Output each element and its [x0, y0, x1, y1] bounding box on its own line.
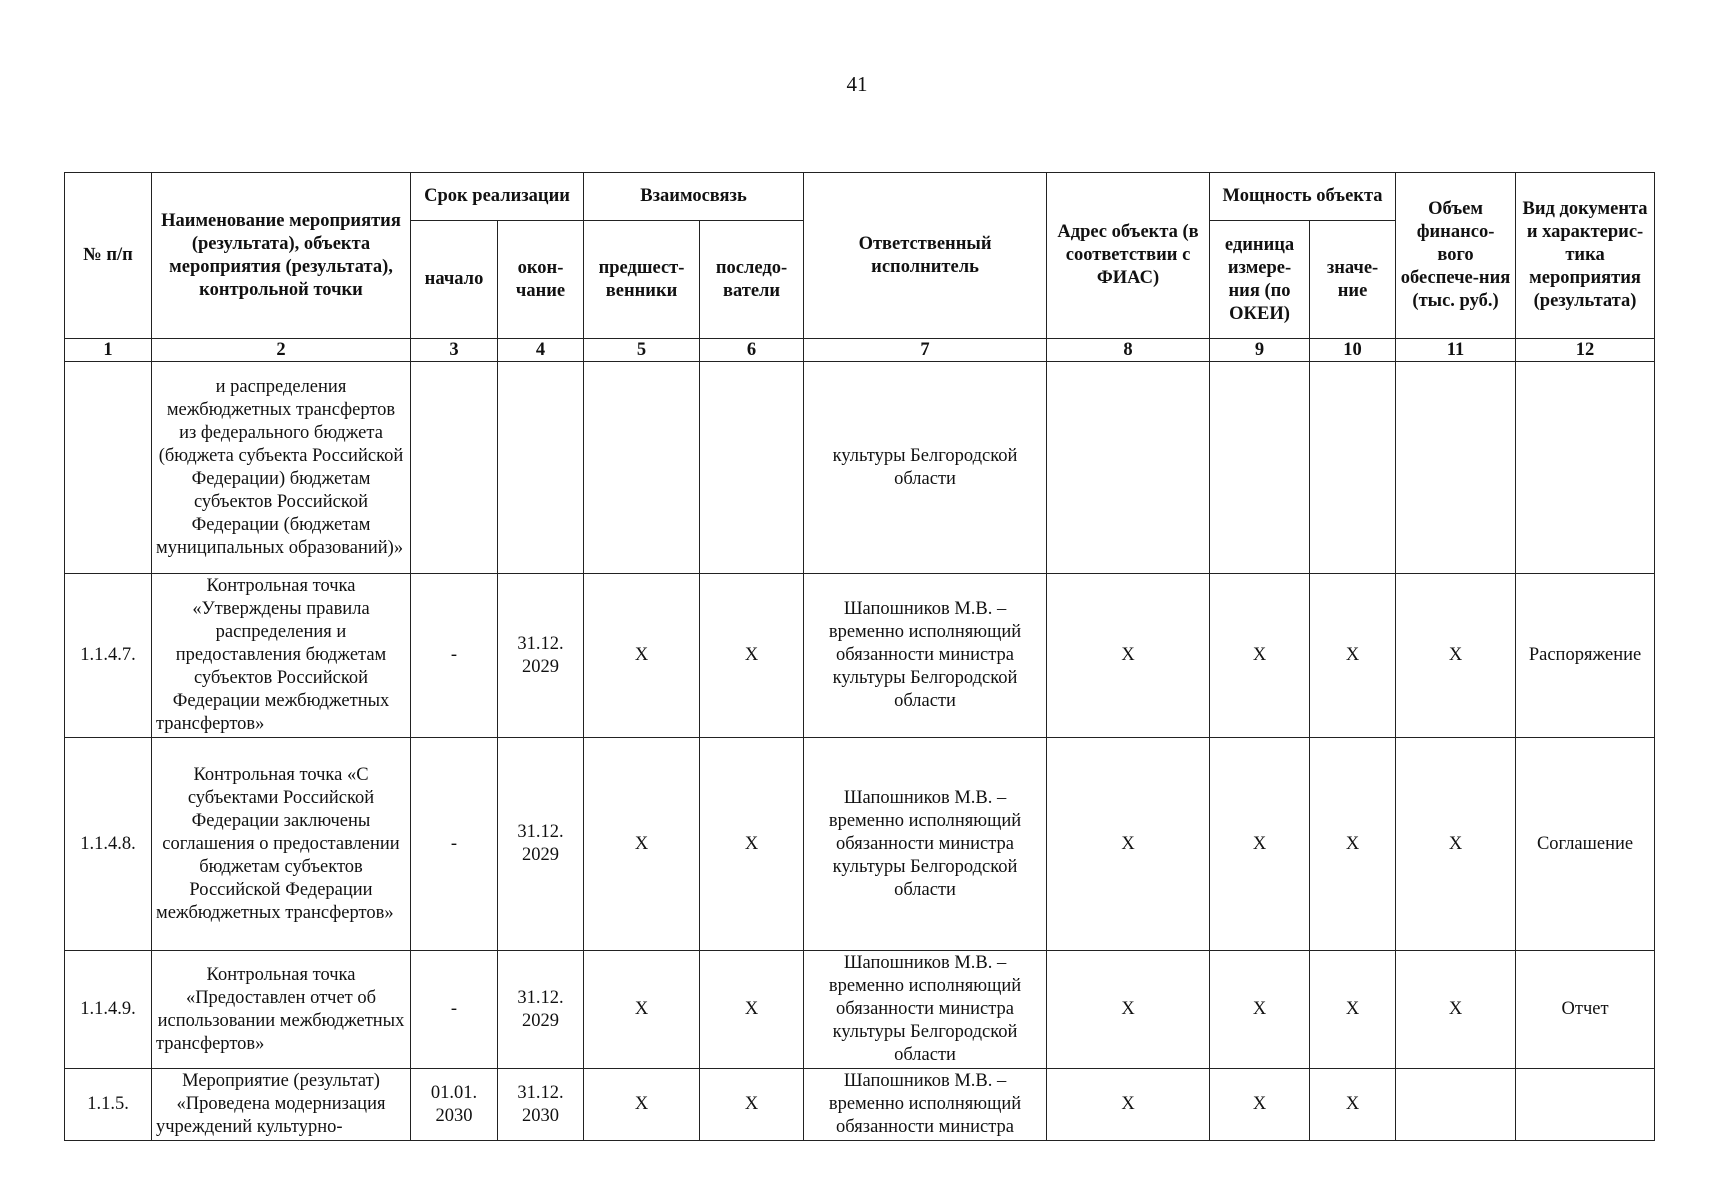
- row-name: Мероприятие (результат) «Проведена модернизация учреждений культурно-: [152, 1069, 411, 1141]
- row-responsible: Шапошников М.В. – временно исполняющий обязанности министра: [804, 1069, 1047, 1141]
- header-responsible: Ответственный исполнитель: [804, 173, 1047, 339]
- row-unit: X: [1210, 574, 1310, 738]
- header-capacity: Мощность объекта: [1210, 173, 1396, 221]
- row-next: X: [700, 951, 804, 1069]
- header-row-top: [65, 173, 1655, 221]
- row-prev: X: [584, 951, 700, 1069]
- row-next: X: [700, 1069, 804, 1141]
- row-value: X: [1310, 738, 1396, 951]
- table-row: [65, 738, 1655, 951]
- row-prev: [584, 362, 700, 574]
- row-number: 1.1.4.7.: [65, 574, 152, 738]
- column-number: 7: [804, 339, 1047, 362]
- row-funding: X: [1396, 574, 1516, 738]
- column-number-row: [65, 339, 1655, 362]
- header-period-start: начало: [411, 221, 498, 339]
- column-number: 9: [1210, 339, 1310, 362]
- activity-table: [64, 172, 1655, 1141]
- header-period-end: окон-чание: [498, 221, 584, 339]
- table-row: [65, 951, 1655, 1069]
- column-number: 11: [1396, 339, 1516, 362]
- row-start: -: [411, 738, 498, 951]
- header-relation: Взаимосвязь: [584, 173, 804, 221]
- row-number: [65, 362, 152, 574]
- row-address: X: [1047, 574, 1210, 738]
- row-end: [498, 362, 584, 574]
- row-funding: [1396, 1069, 1516, 1141]
- row-doc: [1516, 362, 1655, 574]
- header-relation-next: последо-ватели: [700, 221, 804, 339]
- header-capacity-unit: единица измере-ния (по ОКЕИ): [1210, 221, 1310, 339]
- row-start: -: [411, 574, 498, 738]
- row-doc: Распоряжение: [1516, 574, 1655, 738]
- row-number: 1.1.5.: [65, 1069, 152, 1141]
- row-funding: X: [1396, 738, 1516, 951]
- header-num: № п/п: [65, 173, 152, 339]
- row-end: 31.12. 2029: [498, 574, 584, 738]
- row-start: [411, 362, 498, 574]
- column-number: 2: [152, 339, 411, 362]
- column-number: 8: [1047, 339, 1210, 362]
- row-end: 31.12. 2030: [498, 1069, 584, 1141]
- row-responsible: Шапошников М.В. – временно исполняющий обязанности министра культуры Белгородской области: [804, 738, 1047, 951]
- row-unit: [1210, 362, 1310, 574]
- header-name: Наименование мероприятия (результата), объекта мероприятия (результата), контрольной точки: [152, 173, 411, 339]
- column-number: 3: [411, 339, 498, 362]
- row-doc: Отчет: [1516, 951, 1655, 1069]
- row-address: [1047, 362, 1210, 574]
- header-address: Адрес объекта (в соответствии с ФИАС): [1047, 173, 1210, 339]
- row-address: X: [1047, 1069, 1210, 1141]
- row-funding: X: [1396, 951, 1516, 1069]
- row-responsible: культуры Белгородской области: [804, 362, 1047, 574]
- column-number: 6: [700, 339, 804, 362]
- header-capacity-value: значе-ние: [1310, 221, 1396, 339]
- row-responsible: Шапошников М.В. – временно исполняющий обязанности министра культуры Белгородской области: [804, 951, 1047, 1069]
- header-doc-type: Вид документа и характерис-тика мероприятия (результата): [1516, 173, 1655, 339]
- table-row: [65, 362, 1655, 574]
- row-address: X: [1047, 738, 1210, 951]
- row-prev: X: [584, 738, 700, 951]
- row-prev: X: [584, 1069, 700, 1141]
- row-doc: Соглашение: [1516, 738, 1655, 951]
- row-next: X: [700, 574, 804, 738]
- table-row: [65, 1069, 1655, 1141]
- column-number: 1: [65, 339, 152, 362]
- header-funding: Объем финансо-вого обеспече-ния (тыс. руб.): [1396, 173, 1516, 339]
- column-number: 4: [498, 339, 584, 362]
- row-value: X: [1310, 951, 1396, 1069]
- row-funding: [1396, 362, 1516, 574]
- column-number: 5: [584, 339, 700, 362]
- row-value: [1310, 362, 1396, 574]
- row-end: 31.12. 2029: [498, 951, 584, 1069]
- row-unit: X: [1210, 738, 1310, 951]
- header-period: Срок реализации: [411, 173, 584, 221]
- row-name: и распределения межбюджетных трансфертов из федерального бюджета (бюджета субъекта Российской Федерации) бюджетам субъектов Российской Федерации (бюджетам муниципальных образований)»: [152, 362, 411, 574]
- row-next: X: [700, 738, 804, 951]
- page-number: 41: [846, 72, 868, 96]
- column-number: 12: [1516, 339, 1655, 362]
- column-number: 10: [1310, 339, 1396, 362]
- row-next: [700, 362, 804, 574]
- row-responsible: Шапошников М.В. – временно исполняющий обязанности министра культуры Белгородской области: [804, 574, 1047, 738]
- row-end: 31.12. 2029: [498, 738, 584, 951]
- row-prev: X: [584, 574, 700, 738]
- row-unit: X: [1210, 1069, 1310, 1141]
- row-start: -: [411, 951, 498, 1069]
- row-doc: [1516, 1069, 1655, 1141]
- row-unit: X: [1210, 951, 1310, 1069]
- row-number: 1.1.4.9.: [65, 951, 152, 1069]
- row-name: Контрольная точка «Предоставлен отчет об использовании межбюджетных трансфертов»: [152, 951, 411, 1069]
- header-relation-prev: предшест-венники: [584, 221, 700, 339]
- row-value: X: [1310, 1069, 1396, 1141]
- table-row: [65, 574, 1655, 738]
- row-address: X: [1047, 951, 1210, 1069]
- row-name: Контрольная точка «Утверждены правила распределения и предоставления бюджетам субъектов Российской Федерации межбюджетных трансфертов»: [152, 574, 411, 738]
- row-number: 1.1.4.8.: [65, 738, 152, 951]
- row-value: X: [1310, 574, 1396, 738]
- row-name: Контрольная точка «С субъектами Российской Федерации заключены соглашения о предоставлении бюджетам субъектов Российской Федерации межбюджетных трансфертов»: [152, 738, 411, 951]
- row-start: 01.01. 2030: [411, 1069, 498, 1141]
